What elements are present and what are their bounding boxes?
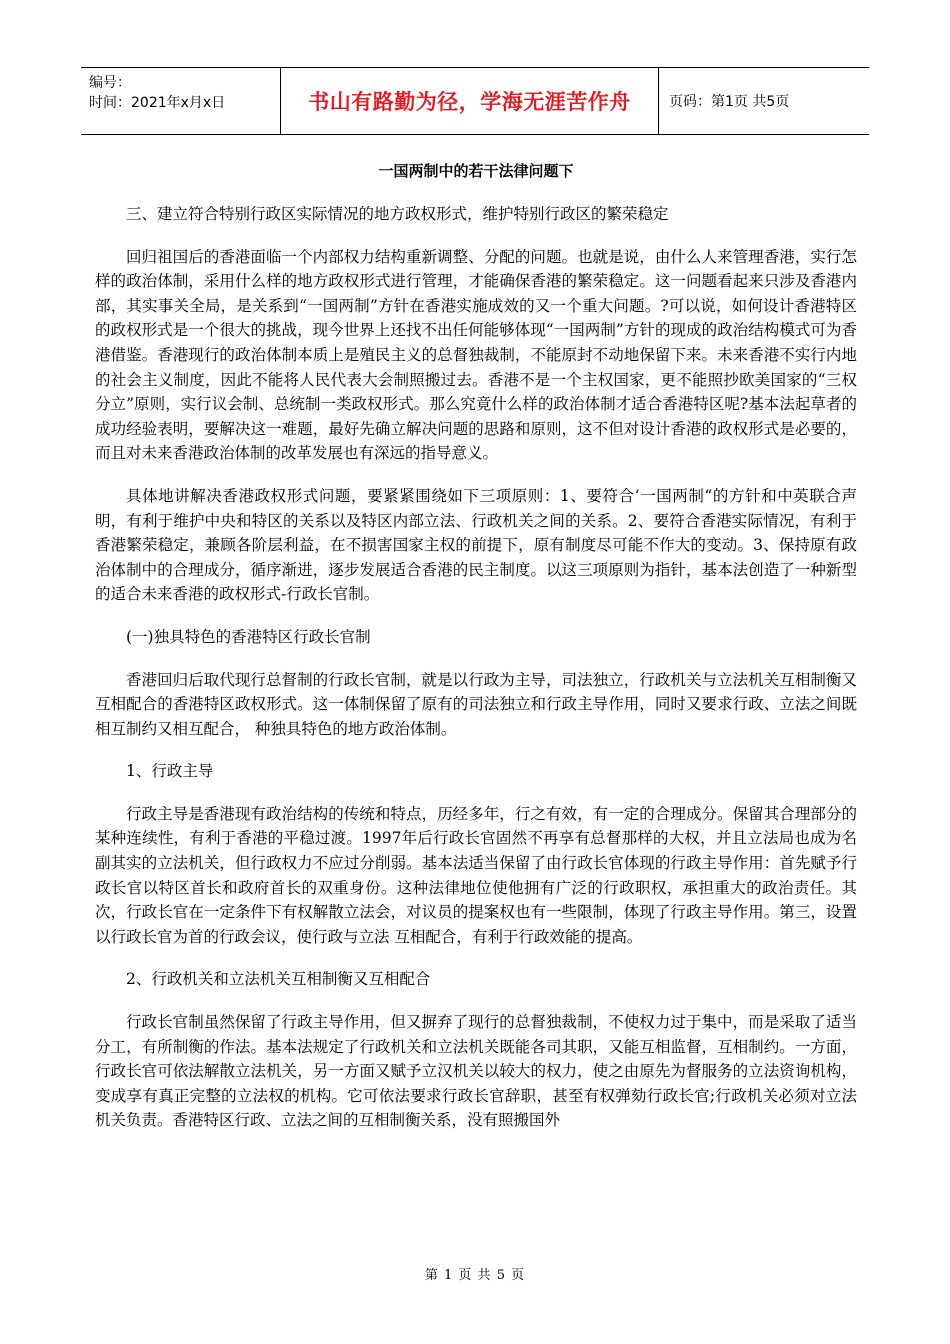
document-body <box>95 160 857 1151</box>
subsection-heading: 1、行政主导 <box>126 762 214 781</box>
section-heading: 三、建立符合特别行政区实际情况的地方政权形式，维护特别行政区的繁荣稳定 <box>126 205 669 223</box>
page-footer: 第 1 页 共 5 页 <box>424 1268 526 1283</box>
page-info-text: 页码：第1页 共5页 <box>669 94 790 110</box>
subsection-heading: 2、行政机关和立法机关互相制衡又互相配合 <box>126 970 431 989</box>
paragraph: 具体地讲解决香港政权形式问题，要紧紧围绕如下三项原则：1、要符合‘一国两制“的方针和中英联合声明，有利于维护中央和特区的关系以及特区内部立法、行政机关之间的关系。2、要符合香港实际情况，有利于香港繁荣稳定，兼顾各阶层利益，在不损害国家主权的前提下，原有制度尽可能不作大的变动。3、保持原有政治体制中的合理成分，循序渐进，逐步发展适合香港的民主制度。以这三项原则为指针，基本法创造了一种新型的适合未来香港的政权形式-行政长官制。 <box>95 486 857 604</box>
paragraph: 回归祖国后的香港面临一个内部权力结构重新调整、分配的问题。也就是说，由什么人来管理香港，实行怎样的政治体制，采用什么样的地方政权形式进行管理，才能确保香港的繁荣稳定。这一问题看起来只涉及香港内部，其实事关全局，是关系到“一国两制”方针在香港实施成效的又一个重大问题。?可以说，如何设计香港特区的政权形式是一个很大的挑战，现今世界上还找不出任何能够体现“一国两制”方针的现成的政治结构模式可为香港借鉴。香港现行的政治体制本质上是殖民主义的总督独裁制，不能原封不动地保留下来。未来香港不实行内地的社会主义制度，因此不能将人民代表大会制照搬过去。香港不是一个主权国家，更不能照抄欧美国家的“三权分立”原则，实行议会制、总统制一类政权形式。那么究竟什么样的政治体制才适合香港特区呢?基本法起草者的成功经验表明，要解决这一难题，最好先确立解决问题的思路和原则，这不但对设计香港的政权形式是必要的，而且对未来香港政治体制的改革发展也有深远的指导意义。 <box>95 247 857 463</box>
header-meta <box>81 68 281 134</box>
header-motto-cell <box>281 68 659 134</box>
page-header <box>81 67 869 135</box>
document-title: 一国两制中的若干法律问题下 <box>378 162 574 180</box>
header-page-info <box>659 68 869 134</box>
motto-text: 书山有路勤为径，学海无涯苦作舟 <box>308 90 631 114</box>
paragraph: 香港回归后取代现行总督制的行政长官制，就是以行政为主导，司法独立，行政机关与立法机关互相制衡又互相配合的香港特区政权形式。这一体制保留了原有的司法独立和行政主导作用，同时又要求行政、立法之间既相互制约又相互配合， 种独具特色的地方政治体制。 <box>95 670 857 738</box>
paragraph: 行政主导是香港现有政治结构的传统和特点，历经多年，行之有效，有一定的合理成分。保留其合理部分的某种连续性，有利于香港的平稳过渡。1997年后行政长官固然不再享有总督那样的大权，并且立法局也成为名副其实的立法机关，但行政权力不应过分削弱。基本法适当保留了由行政长官体现的行政主导作用：首先赋予行政长官以特区首长和政府首长的双重身份。这种法律地位使他拥有广泛的行政职权，承担重大的政治责任。其次，行政长官在一定条件下有权解散立法会，对议员的提案权也有一些限制，体现了行政主导作用。第三，设置以行政长官为首的行政会议，使行政与立法 互相配合，有利于行政效能的提高。 <box>95 804 857 946</box>
paragraph: 行政长官制虽然保留了行政主导作用，但又摒弃了现行的总督独裁制，不使权力过于集中，而是采取了适当分工，有所制衡的作法。基本法规定了行政机关和立法机关既能各司其职，又能互相监督，互相制约。一方面，行政长官可依法解散立法机关，另一方面又赋予立汉机关以较大的权力，使之由原先为督服务的立法资询机构，变成享有真正完整的立法权的机构。它可依法要求行政长官辞职，甚至有权弹劾行政长官;行政机关必须对立法机关负责。香港特区行政、立法之间的互相制衡关系，没有照搬国外 <box>95 1013 857 1130</box>
subsection-heading: (一)独具特色的香港特区行政长官制 <box>126 627 371 646</box>
code-label: 编号： <box>89 75 131 91</box>
date-label: 时间：2021年x月x日 <box>89 95 226 111</box>
